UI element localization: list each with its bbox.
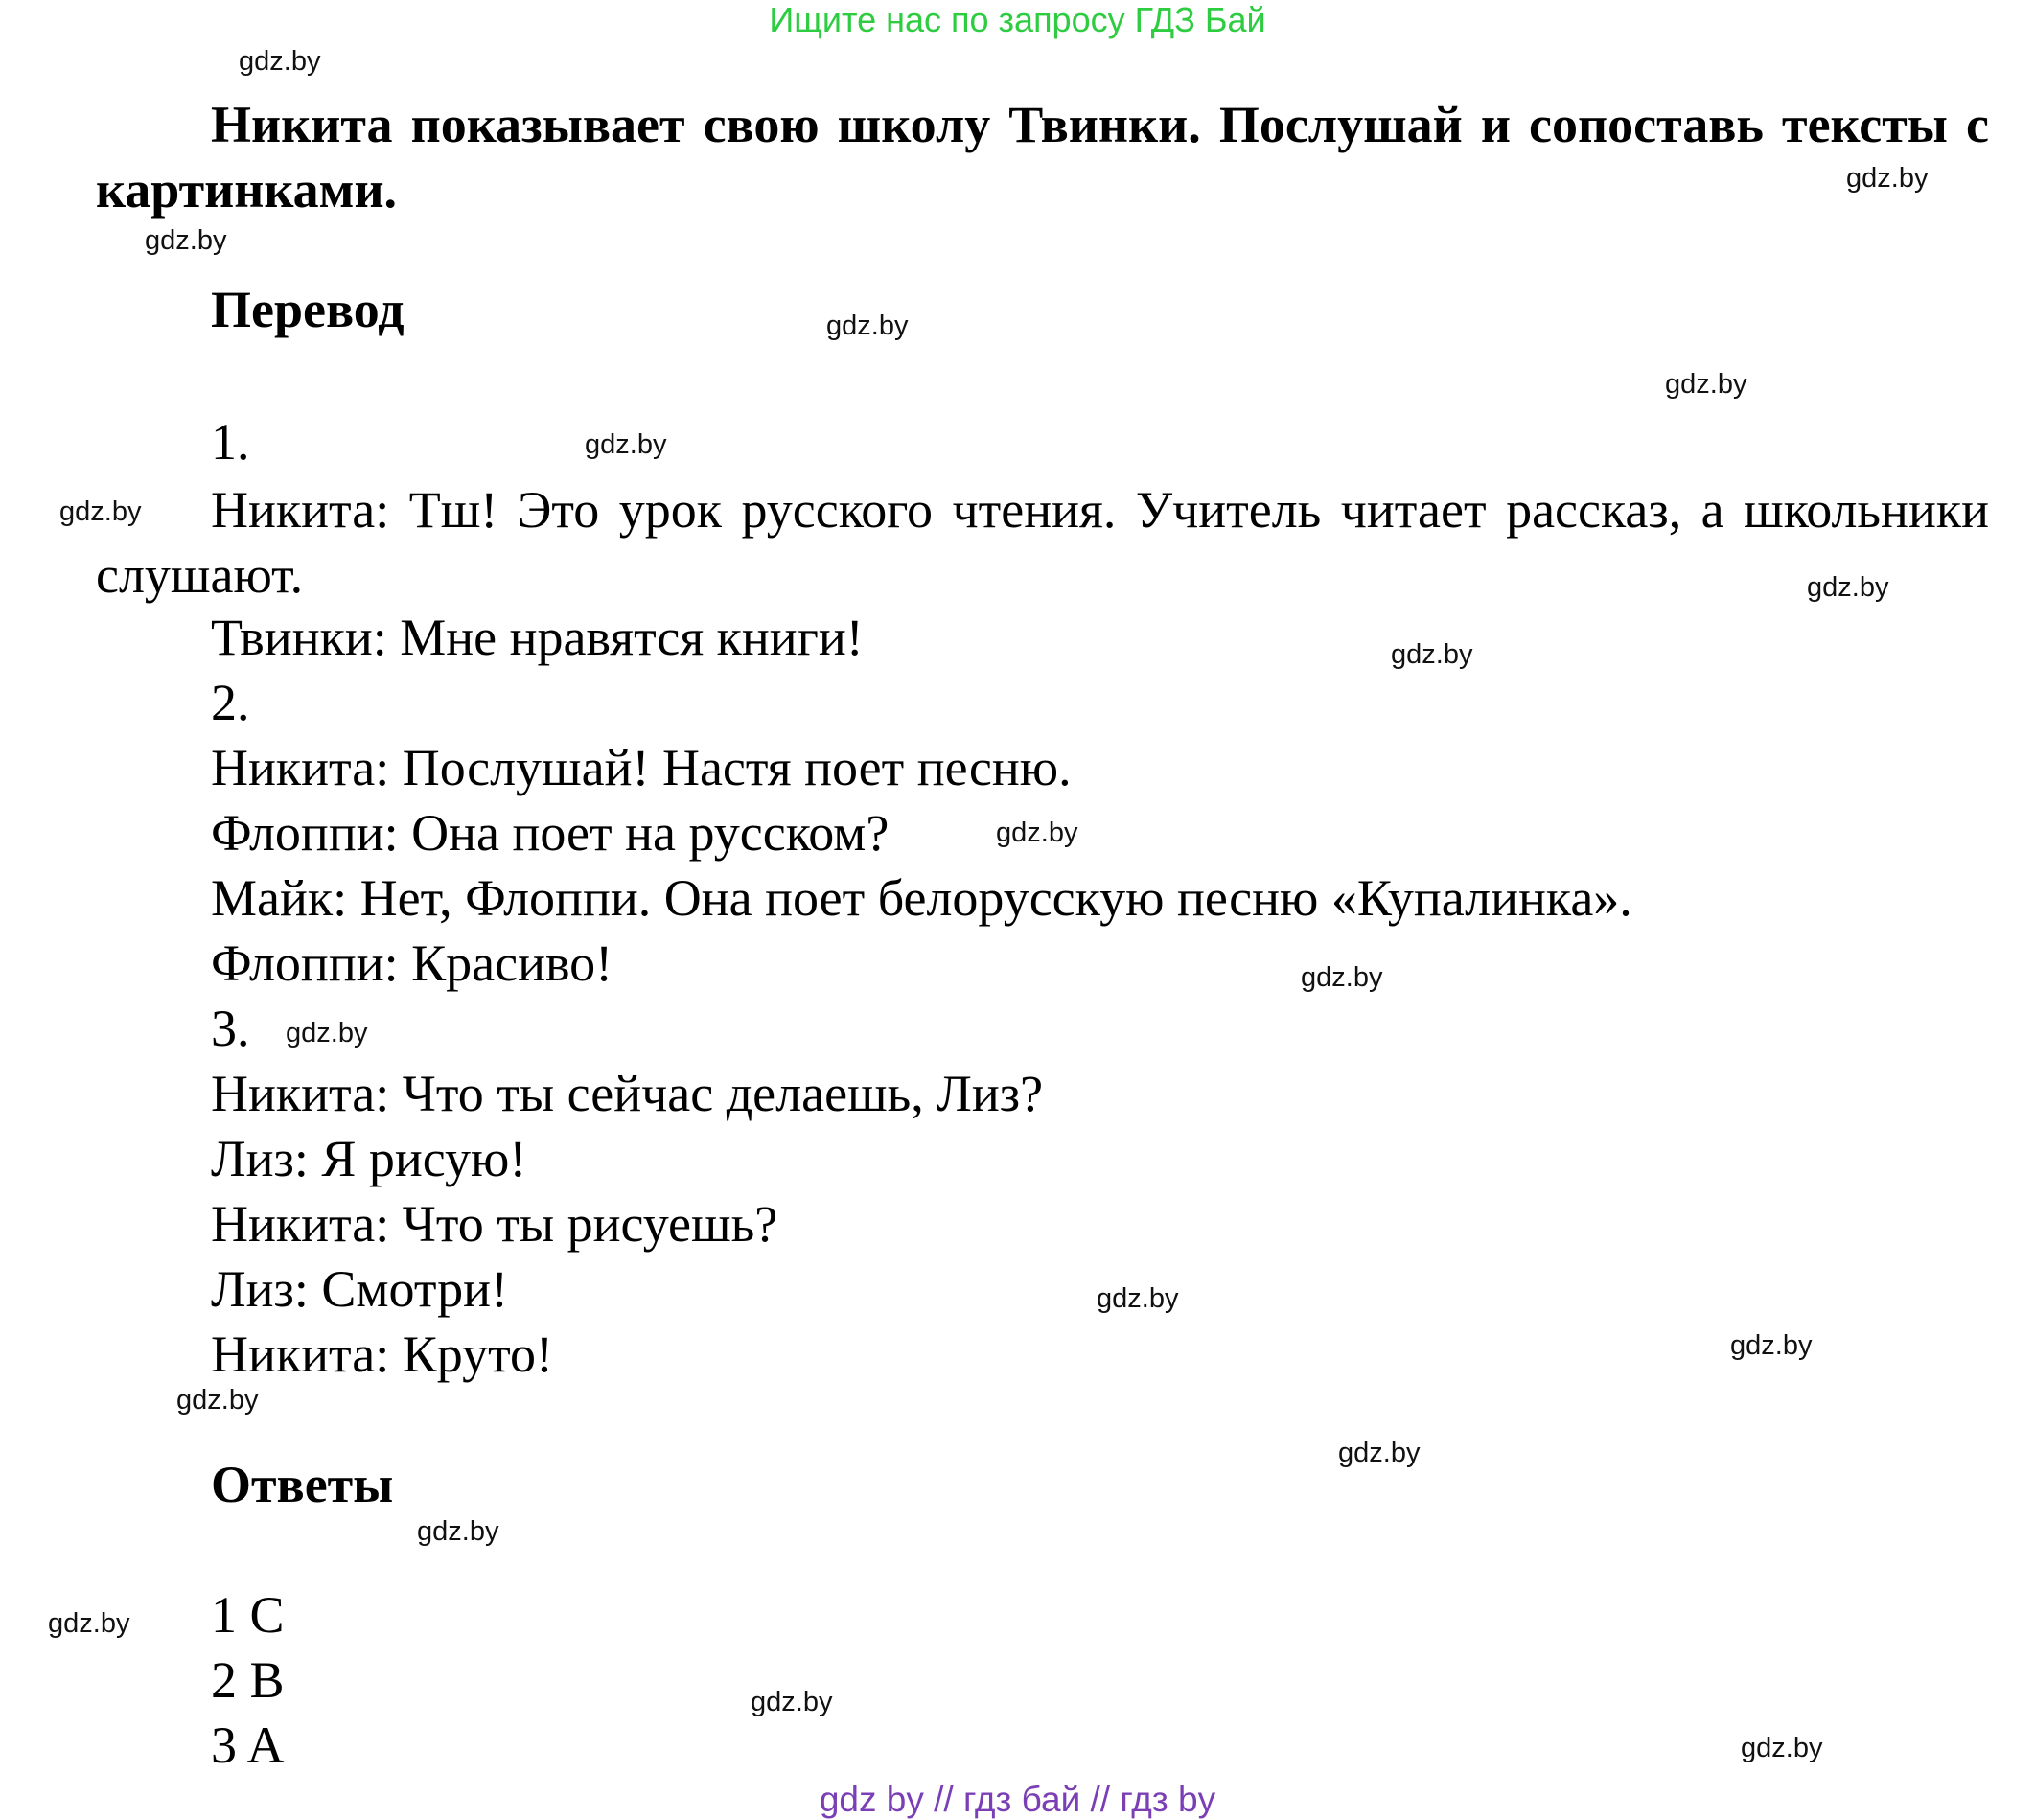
watermark: gdz.by bbox=[1391, 639, 1473, 670]
watermark: gdz.by bbox=[1301, 962, 1383, 993]
dialogue-number-1: 1. bbox=[211, 413, 250, 471]
watermark: gdz.by bbox=[1730, 1330, 1813, 1361]
answer-item-3: 3 A bbox=[211, 1716, 285, 1774]
footer-links[interactable]: gdz by // гдз бай // гдз by bbox=[819, 1780, 1216, 1819]
dialogue-1-line-1: Никита: Тш! Это урок русского чтения. Учитель читает рассказ, а школьники слушают. bbox=[96, 481, 1989, 604]
watermark: gdz.by bbox=[239, 46, 321, 77]
watermark: gdz.by bbox=[417, 1516, 499, 1547]
watermark: gdz.by bbox=[585, 429, 667, 460]
watermark: gdz.by bbox=[996, 818, 1078, 848]
watermark: gdz.by bbox=[48, 1608, 130, 1639]
dialogue-2-line-1: Никита: Послушай! Настя поет песню. bbox=[211, 739, 1072, 796]
dialogue-2-line-3: Майк: Нет, Флоппи. Она поет белорусскую песню «Купалинка». bbox=[211, 869, 1632, 927]
dialogue-3-line-4: Лиз: Смотри! bbox=[211, 1260, 508, 1318]
dialogue-3-line-3: Никита: Что ты рисуешь? bbox=[211, 1195, 778, 1253]
watermark: gdz.by bbox=[751, 1687, 833, 1717]
watermark: gdz.by bbox=[1097, 1283, 1179, 1314]
dialogue-number-2: 2. bbox=[211, 674, 250, 731]
watermark: gdz.by bbox=[176, 1385, 259, 1416]
dialogue-2-line-2: Флоппи: Она поет на русском? bbox=[211, 804, 890, 862]
answer-item-2: 2 B bbox=[211, 1651, 285, 1709]
watermark: gdz.by bbox=[286, 1018, 368, 1048]
answers-title: Ответы bbox=[211, 1456, 394, 1513]
dialogue-1-line-2: Твинки: Мне нравятся книги! bbox=[211, 609, 864, 666]
translation-title: Перевод bbox=[211, 281, 405, 338]
answer-item-1: 1 C bbox=[211, 1586, 285, 1644]
dialogue-3-line-2: Лиз: Я рисую! bbox=[211, 1130, 527, 1187]
dialogue-3-line-1: Никита: Что ты сейчас делаешь, Лиз? bbox=[211, 1065, 1044, 1122]
watermark: gdz.by bbox=[1338, 1438, 1421, 1468]
watermark: gdz.by bbox=[145, 225, 227, 256]
promo-banner[interactable]: Ищите нас по запросу ГДЗ Бай bbox=[769, 0, 1266, 39]
dialogue-3-line-5: Никита: Круто! bbox=[211, 1325, 553, 1383]
watermark: gdz.by bbox=[1665, 369, 1747, 400]
watermark: gdz.by bbox=[1741, 1733, 1823, 1763]
dialogue-2-line-4: Флоппи: Красиво! bbox=[211, 934, 613, 992]
watermark: gdz.by bbox=[1846, 163, 1929, 194]
dialogue-number-3: 3. bbox=[211, 1000, 250, 1057]
watermark: gdz.by bbox=[826, 311, 909, 341]
watermark: gdz.by bbox=[1807, 572, 1889, 603]
task-heading: Никита показывает свою школу Твинки. Послушай и сопоставь тексты с картинками. bbox=[96, 96, 1989, 219]
watermark: gdz.by bbox=[59, 496, 142, 527]
